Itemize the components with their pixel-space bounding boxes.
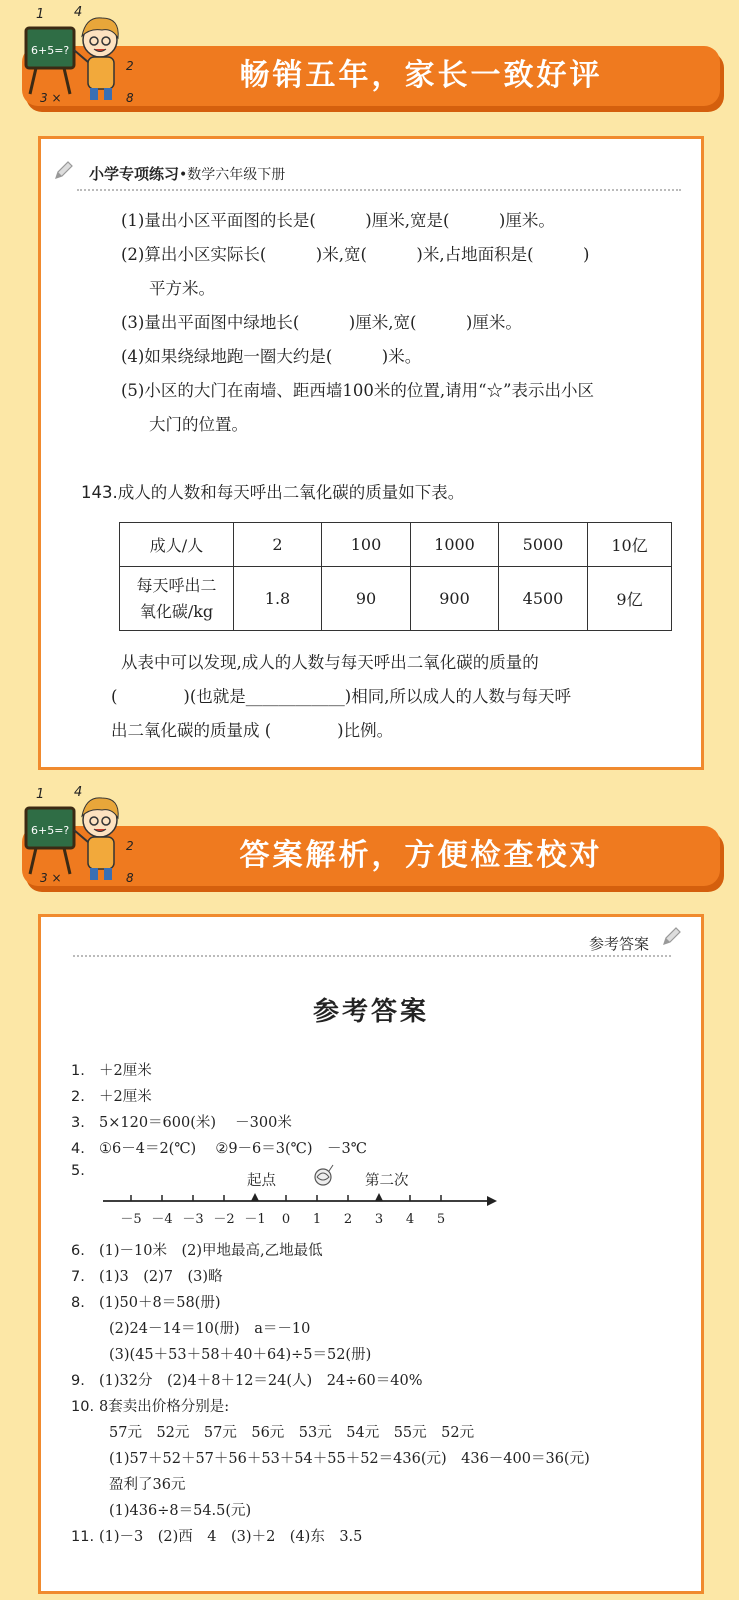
board-text: 6+5=? [31, 824, 70, 837]
answer-text: (1)－10米 (2)甲地最高,乙地最低 [99, 1243, 323, 1259]
question-item: 大门的位置。 [149, 415, 248, 434]
table-cell: 5000 [499, 523, 588, 567]
doc-header-sub: •数学六年级下册 [179, 167, 286, 183]
svg-text:1: 1 [36, 787, 45, 802]
answer-text: ①6－4＝2(℃) ②9－6＝3(℃) －3℃ [99, 1141, 367, 1157]
doc-header [89, 163, 285, 184]
answer-number: 7. [71, 1269, 85, 1285]
answer-text: ＋2厘米 [99, 1063, 152, 1079]
table-cell: 900 [411, 567, 499, 631]
question-item: (4)如果绕绿地跑一圈大约是( )米。 [121, 347, 422, 366]
answer-number: 8. [71, 1295, 85, 1311]
answer-number: 2. [71, 1089, 85, 1105]
answer-line [81, 1447, 590, 1468]
answer-line [81, 1421, 474, 1442]
table-header-line: 每天呼出二 [136, 575, 217, 595]
table-cell: 10亿 [588, 523, 672, 567]
answer-line [71, 1291, 220, 1312]
answer-line [81, 1473, 185, 1494]
numberline-label-second: 第二次 [365, 1173, 409, 1189]
answer-text: (1)－3 (2)西 4 (3)＋2 (4)东 3.5 [99, 1529, 363, 1545]
exercise-page [38, 136, 704, 770]
answer-line [71, 1163, 99, 1179]
answer-text: 57元 52元 57元 56元 53元 54元 55元 52元 [109, 1425, 475, 1441]
answer-page [38, 914, 704, 1594]
banner-title: 答案解析，方便检查校对 [239, 838, 603, 873]
numberline-tick-label: －5 [120, 1212, 142, 1227]
answer-number: 4. [71, 1141, 85, 1157]
svg-text:3 ×: 3 × [40, 871, 62, 885]
numberline-tick-label: －1 [244, 1212, 266, 1227]
answer-line [71, 1239, 323, 1260]
question-number: 143. [81, 483, 118, 502]
answer-line [81, 1317, 310, 1338]
answer-text: (1)57＋52＋57＋56＋53＋54＋55＋52＝436(元) 436－400＝36(元) [109, 1451, 590, 1467]
numberline-tick-label: －4 [151, 1212, 173, 1227]
answer-number: 11. [71, 1529, 95, 1545]
question-item: (5)小区的大门在南墙、距西墙100米的位置,请用“☆”表示出小区 [121, 381, 594, 400]
answer-text: ＋2厘米 [99, 1089, 152, 1105]
answer-text: (2)24－14＝10(册) a＝－10 [109, 1321, 311, 1337]
number-line [97, 1161, 517, 1241]
svg-text:2: 2 [126, 59, 134, 73]
question-item: (3)量出平面图中绿地长( )厘米,宽( )厘米。 [121, 313, 522, 332]
answer-text: 5×120＝600(米) －300米 [99, 1115, 292, 1131]
table-header-line: 氧化碳/kg [139, 601, 214, 621]
answer-line [71, 1137, 367, 1158]
svg-text:4: 4 [74, 5, 83, 20]
answer-text: 盈利了36元 [109, 1477, 186, 1493]
table-cell: 9亿 [588, 567, 672, 631]
svg-text:2: 2 [126, 839, 134, 853]
answer-number: 9. [71, 1373, 85, 1389]
question-item: 平方米。 [149, 279, 215, 298]
svg-text:3 ×: 3 × [40, 91, 62, 105]
table-cell: 1.8 [234, 567, 322, 631]
table-cell: 4500 [499, 567, 588, 631]
numberline-start-marker [251, 1193, 259, 1201]
answer-number: 5. [71, 1163, 85, 1179]
answer-line [71, 1395, 229, 1416]
answer-number: 6. [71, 1243, 85, 1259]
answer-text: (1)436÷8＝54.5(元) [109, 1503, 252, 1519]
answer-line [71, 1059, 152, 1080]
numberline-tick-label: 3 [374, 1212, 384, 1227]
question-text: 成人的人数和每天呼出二氧化碳的质量如下表。 [117, 483, 465, 502]
board-text: 6+5=? [31, 44, 70, 57]
answer-text: (1)32分 (2)4＋8＋12＝24(人) 24÷60＝40% [99, 1373, 423, 1389]
answer-number: 10. [71, 1399, 95, 1415]
question-item: (2)算出小区实际长( )米,宽( )米,占地面积是( ) [121, 245, 590, 264]
answer-line [81, 1499, 251, 1520]
mascot-illustration [22, 782, 147, 887]
numberline-tick-label: －3 [182, 1212, 204, 1227]
answer-line [71, 1265, 223, 1286]
numberline-tick-label: －2 [213, 1212, 235, 1227]
answer-header: 参考答案 [588, 935, 649, 953]
table-header-cell [120, 567, 234, 631]
numberline-tick-label: 0 [281, 1212, 291, 1227]
svg-text:4: 4 [74, 785, 83, 800]
numberline-tick-label: 2 [343, 1212, 353, 1227]
question-fill-line: ( )(也就是____________)相同,所以成人的人数与每天呼 [111, 687, 571, 706]
answer-number: 1. [71, 1063, 85, 1079]
question-143 [81, 479, 464, 503]
numberline-tick-label: 4 [405, 1212, 415, 1227]
numberline-tick-label: 5 [436, 1212, 446, 1227]
mascot-illustration [22, 2, 147, 107]
answer-line [71, 1085, 152, 1106]
table-header-cell: 成人/人 [120, 523, 234, 567]
question-item: (1)量出小区平面图的长是( )厘米,宽是( )厘米。 [121, 211, 555, 230]
doc-header-main: 小学专项练习 [89, 165, 180, 183]
answer-text: (3)(45＋53＋58＋40＋64)÷5＝52(册) [109, 1347, 372, 1363]
answer-line [71, 1525, 362, 1546]
answer-line [71, 1369, 422, 1390]
table-cell: 90 [322, 567, 411, 631]
pencil-icon [53, 159, 75, 181]
answer-line [81, 1343, 371, 1364]
question-fill-line: 从表中可以发现,成人的人数与每天呼出二氧化碳的质量的 [121, 653, 539, 672]
svg-text:8: 8 [126, 91, 134, 105]
snail-icon [315, 1165, 333, 1185]
svg-text:1: 1 [36, 7, 45, 22]
pencil-icon [661, 925, 683, 947]
numberline-tick-label: 1 [312, 1212, 322, 1227]
answer-number: 3. [71, 1115, 85, 1131]
answer-text: (1)3 (2)7 (3)略 [99, 1269, 223, 1285]
table-cell: 100 [322, 523, 411, 567]
banner-title: 畅销五年，家长一致好评 [239, 58, 603, 93]
numberline-second-marker [375, 1193, 383, 1201]
answer-title: 参考答案 [312, 997, 429, 1027]
svg-text:8: 8 [126, 871, 134, 885]
question-fill-line: 出二氧化碳的质量成 ( )比例。 [111, 721, 394, 740]
table-cell: 1000 [411, 523, 499, 567]
answer-line [71, 1111, 292, 1132]
data-table [119, 522, 672, 631]
answer-text: (1)50＋8＝58(册) [99, 1295, 221, 1311]
numberline-label-start: 起点 [247, 1173, 276, 1189]
table-cell: 2 [234, 523, 322, 567]
answer-text: 8套卖出价格分别是: [99, 1399, 230, 1415]
